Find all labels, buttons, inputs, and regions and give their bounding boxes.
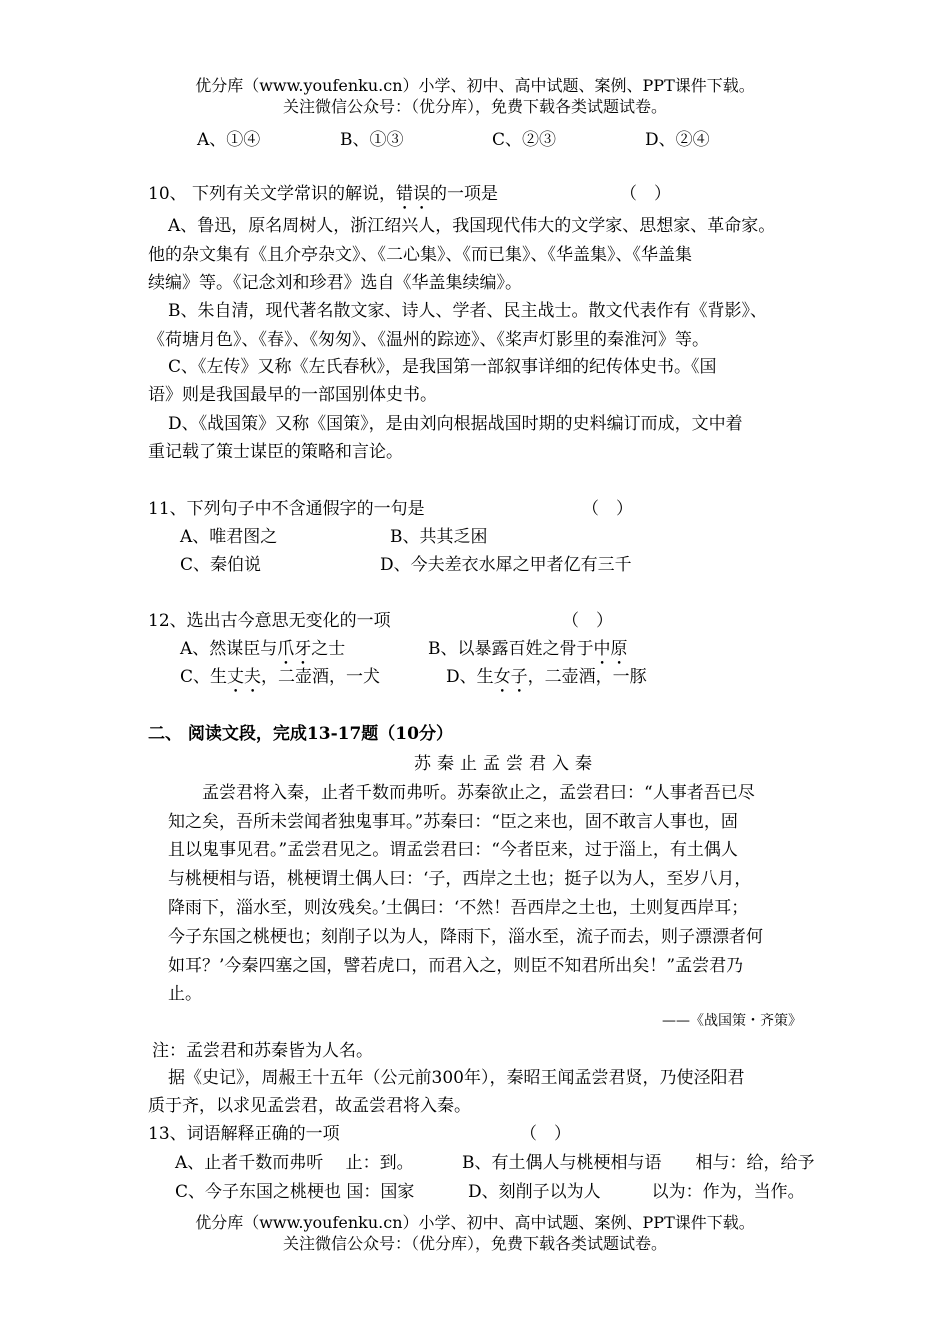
passage-note: 注：孟尝君和苏秦皆为人名。 — [152, 1041, 373, 1061]
passage-title: 苏秦止孟尝君入秦 — [414, 754, 598, 774]
q13-stem: 13、词语解释正确的一项 — [148, 1124, 340, 1144]
passage-line: 止。 — [168, 984, 202, 1004]
header-line-2: 关注微信公众号：（优分库），免费下载各类试题试卷。 — [282, 97, 667, 116]
q10-line: A、鲁迅，原名周树人，浙江绍兴人，我国现代伟大的文学家、思想家、革命家。 — [168, 216, 776, 236]
passage-line: 孟尝君将入秦，止者千数而弗听。苏秦欲止之，孟尝君曰：“人事者吾已尽 — [202, 783, 755, 803]
q11-option-a: A、唯君图之 — [180, 527, 278, 547]
passage-line: 知之矣，吾所未尝闻者独鬼事耳。”苏秦曰：“臣之来也，固不敢言人事也，固 — [168, 812, 738, 832]
q9-option-d: D、②④ — [645, 130, 710, 150]
q12-stem: 12、选出古今意思无变化的一项 — [148, 611, 391, 631]
q10-answer-paren: （ ） — [620, 184, 671, 204]
q11-option-c: C、秦伯说 — [180, 555, 262, 575]
q10-line: D、《战国策》又称《国策》，是由刘向根据战国时期的史料编订而成，文中着 — [168, 414, 743, 434]
passage-line: 降雨下，淄水至，则汝残矣。’土偶曰：‘不然！吾西岸之土也，土则复西岸耳； — [168, 898, 749, 918]
header-line-1: 优分库（www.youfenku.cn）小学、初中、高中试题、案例、PPT课件下载。 — [195, 76, 755, 95]
q11-stem: 11、下列句子中不含通假字的一句是 — [148, 499, 425, 519]
q9-option-b: B、①③ — [340, 130, 404, 150]
q13-answer-paren: （ ） — [520, 1124, 571, 1144]
q10-line: C、《左传》又称《左氏春秋》，是我国第一部叙事详细的纪传体史书。《国 — [168, 357, 717, 377]
passage-source: ——《战国策・齐策》 — [662, 1013, 802, 1029]
q9-option-c: C、②③ — [492, 130, 557, 150]
q12-option-a: A、然谋臣与爪牙之士 — [180, 639, 346, 659]
passage-line: 如耳？’今秦四塞之国，譬若虎口，而君入之，则臣不知君所出矣！”孟尝君乃 — [168, 956, 744, 976]
q9-option-a: A、①④ — [197, 130, 261, 150]
q10-line: 语》则是我国最早的一部国别体史书。 — [148, 385, 437, 405]
q10-line: 重记载了策士谋臣的策略和言论。 — [148, 442, 403, 462]
q13-option-a: A、止者千数而弗听 止：到。 — [175, 1153, 414, 1173]
q10-line: B、朱自清，现代著名散文家、诗人、学者、民主战士。散文代表作有《背影》、 — [168, 301, 767, 321]
q10-stem: 10、 下列有关文学常识的解说，错误的一项是 — [148, 184, 499, 204]
q11-option-b: B、共其乏困 — [390, 527, 488, 547]
q12-option-d: D、生女子，二壶酒，一豚 — [446, 667, 647, 687]
q10-emphasis: 错误 — [396, 184, 431, 204]
q12-option-b: B、以暴露百姓之骨于中原 — [428, 639, 628, 659]
background-line: 质于齐，以求见孟尝君，故孟尝君将入秦。 — [148, 1096, 471, 1116]
background-line: 据《史记》，周赧王十五年（公元前300年），秦昭王闻孟尝君贤，乃使泾阳君 — [168, 1068, 745, 1088]
passage-line: 今子东国之桃梗也；刻削子以为人，降雨下，淄水至，流子而去，则子漂漂者何 — [168, 927, 763, 947]
q12-answer-paren: （ ） — [562, 611, 613, 631]
q10-line: 他的杂文集有《且介亭杂文》、《二心集》、《而已集》、《华盖集》、《华盖集 — [148, 245, 692, 265]
footer-line-2: 关注微信公众号：（优分库），免费下载各类试题试卷。 — [282, 1234, 667, 1253]
q11-answer-paren: （ ） — [582, 499, 633, 519]
section-heading: 二、 阅读文段，完成13-17题（10分） — [148, 724, 453, 744]
q12-option-c: C、生丈夫，二壶酒，一犬 — [180, 667, 381, 687]
footer-line-1: 优分库（www.youfenku.cn）小学、初中、高中试题、案例、PPT课件下载。 — [195, 1213, 755, 1232]
q11-option-d: D、今夫差衣水犀之甲者亿有三千 — [380, 555, 632, 575]
q13-option-c: C、今子东国之桃梗也 国：国家 — [175, 1182, 415, 1202]
q13-option-b: B、有土偶人与桃梗相与语 相与：给，给予 — [462, 1153, 815, 1173]
q13-option-d: D、刻削子以为人 以为：作为，当作。 — [468, 1182, 805, 1202]
q10-line: 续编》等。《记念刘和珍君》选自《华盖集续编》。 — [148, 273, 522, 293]
passage-line: 且以鬼事见君。”孟尝君见之。谓孟尝君曰：“今者臣来，过于淄上，有土偶人 — [168, 840, 738, 860]
passage-line: 与桃梗相与语，桃梗谓土偶人曰：‘子，西岸之土也；挺子以为人，至岁八月， — [168, 869, 752, 889]
q10-line: 《荷塘月色》、《春》、《匆匆》、《温州的踪迹》、《桨声灯影里的秦淮河》等。 — [148, 330, 709, 350]
